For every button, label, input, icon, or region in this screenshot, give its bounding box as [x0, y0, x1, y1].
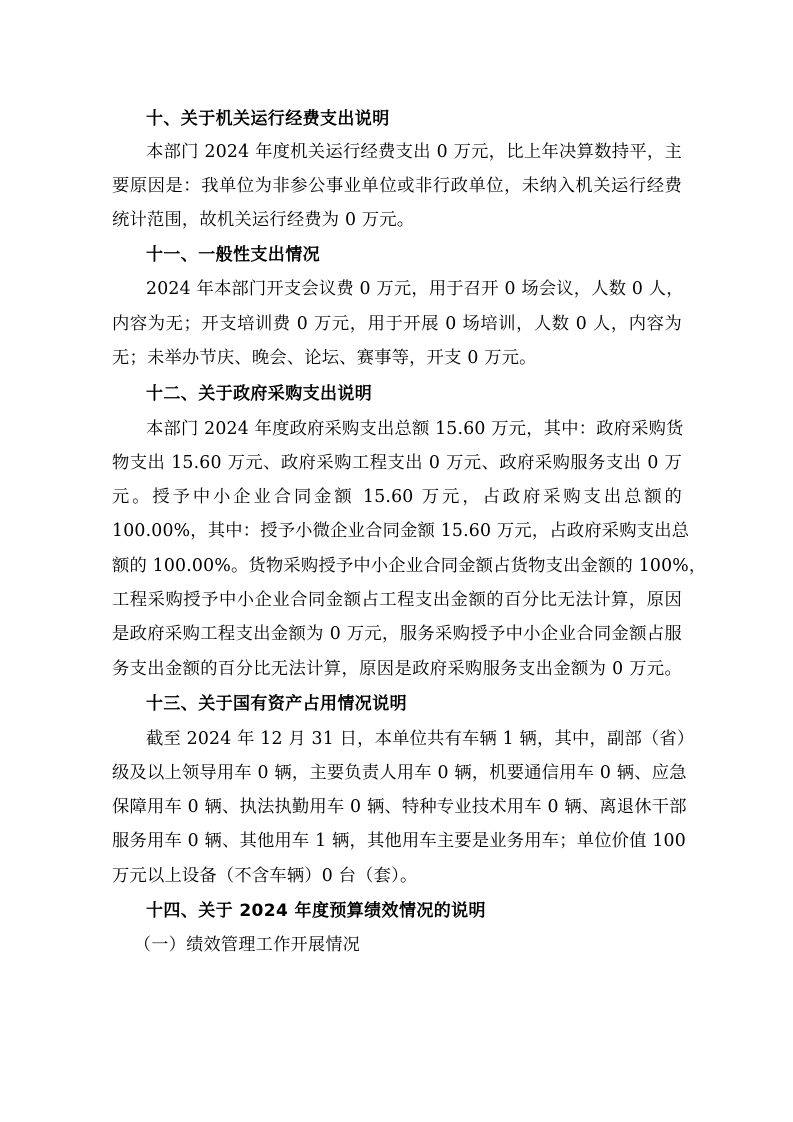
paragraph-line: 100.00%，其中：授予小微企业合同金额 15.60 万元，占政府采购支出总 — [112, 521, 690, 541]
paragraph-line: 本部门 2024 年度政府采购支出总额 15.60 万元，其中：政府采购货 — [146, 419, 684, 439]
paragraph-line: 截至 2024 年 12 月 31 日，本单位共有车辆 1 辆，其中，副部（省） — [146, 729, 695, 749]
paragraph-line: 本部门 2024 年度机关运行经费支出 0 万元，比上年决算数持平，主 — [146, 142, 682, 162]
section-heading-operating-expenses: 十、关于机关运行经费支出说明 — [146, 109, 390, 129]
paragraph-line: 服务用车 0 辆、其他用车 1 辆，其他用车主要是业务用车；单位价值 100 — [112, 831, 686, 851]
paragraph-line: 内容为无；开支培训费 0 万元，用于开展 0 场培训，人数 0 人，内容为 — [112, 314, 682, 334]
paragraph-line: 元。授予中小企业合同金额 15.60 万元，占政府采购支出总额的 — [112, 487, 682, 507]
paragraph-line: 务支出金额的百分比无法计算，原因是政府采购服务支出金额为 0 万元。 — [112, 659, 682, 679]
paragraph-line: 物支出 15.60 万元、政府采购工程支出 0 万元、政府采购服务支出 0 万 — [112, 453, 682, 473]
paragraph-line: 是政府采购工程支出金额为 0 万元，服务采购授予中小企业合同金额占服 — [112, 624, 682, 644]
paragraph-line: 保障用车 0 辆、执法执勤用车 0 辆、特种专业技术用车 0 辆、离退休干部 — [112, 797, 687, 817]
paragraph-line: 万元以上设备（不含车辆）0 台（套）。 — [112, 866, 418, 886]
subsection-heading-performance-management: （一）绩效管理工作开展情况 — [134, 935, 361, 955]
paragraph-line: 额的 100.00%。货物采购授予中小企业合同金额占货物支出金额的 100%， — [112, 556, 707, 576]
paragraph-line: 无；未举办节庆、晚会、论坛、赛事等，开支 0 万元。 — [112, 348, 537, 368]
section-heading-general-expenses: 十一、一般性支出情况 — [146, 245, 320, 265]
section-heading-procurement: 十二、关于政府采购支出说明 — [146, 384, 373, 404]
paragraph-line: 级及以上领导用车 0 辆，主要负责人用车 0 辆，机要通信用车 0 辆、应急 — [112, 763, 687, 783]
paragraph-line: 要原因是：我单位为非参公事业单位或非行政单位，未纳入机关运行经费 — [112, 176, 682, 196]
section-heading-performance: 十四、关于 2024 年度预算绩效情况的说明 — [146, 901, 486, 921]
paragraph-line: 统计范围，故机关运行经费为 0 万元。 — [112, 210, 415, 230]
section-heading-state-assets: 十三、关于国有资产占用情况说明 — [146, 694, 407, 714]
paragraph-line: 工程采购授予中小企业合同金额占工程支出金额的百分比无法计算，原因 — [112, 590, 682, 610]
paragraph-line: 2024 年本部门开支会议费 0 万元，用于召开 0 场会议，人数 0 人， — [146, 279, 684, 299]
